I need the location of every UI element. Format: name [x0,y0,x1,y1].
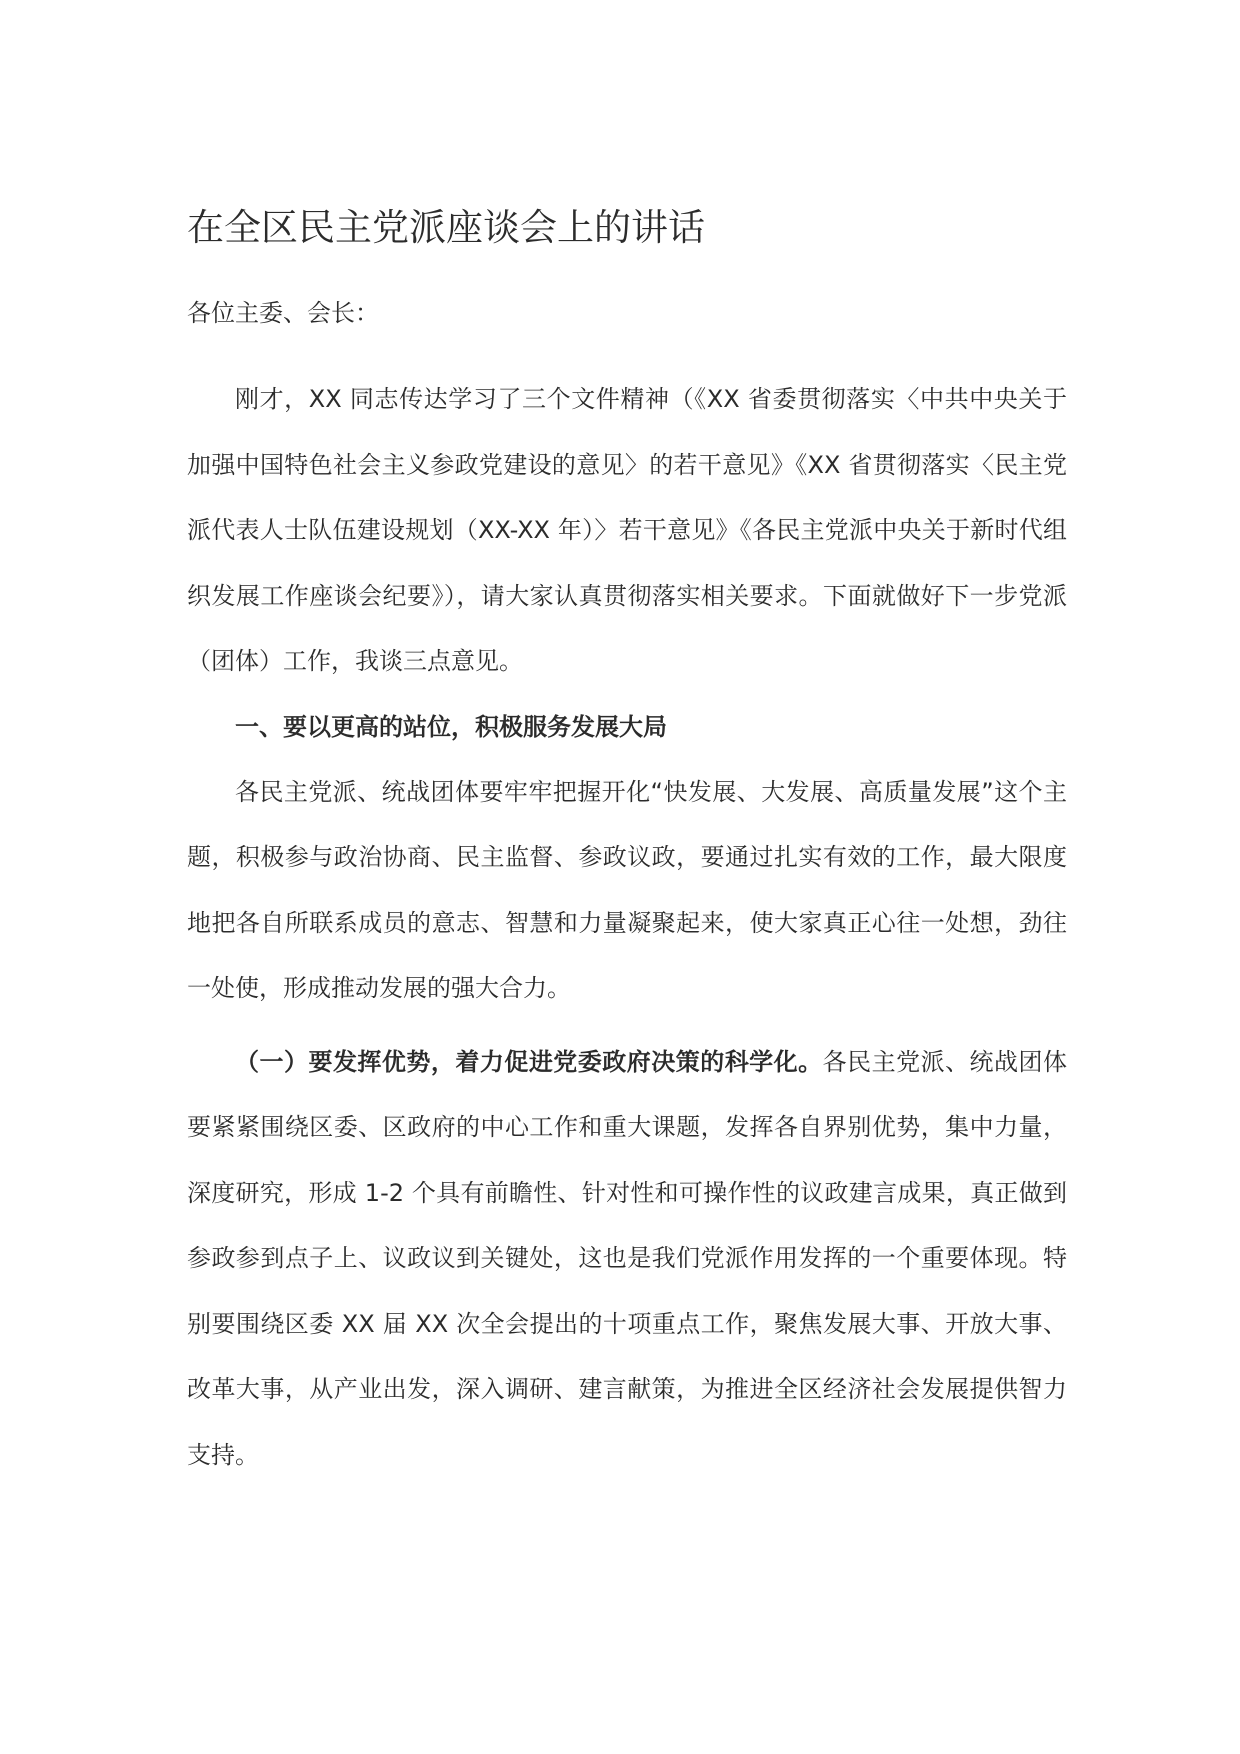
section-1-paragraph: 各民主党派、统战团体要牢牢把握开化“快发展、大发展、高质量发展”这个主题，积极参与政治协商、民主监督、参政议政，要通过扎实有效的工作，最大限度地把各自所联系成员的意志、智慧和力量凝聚起来，使大家真正心往一处想，劲往一处使，形成推动发展的强大合力。 [187,777,1067,1002]
document-title: 在全区民主党派座谈会上的讲话 [187,206,705,249]
subsection-1-text: 各民主党派、统战团体要紧紧围绕区委、区政府的中心工作和重大课题，发挥各自界别优势，集中力量，深度研究，形成 1-2 个具有前瞻性、针对性和可操作性的议政建言成果，真正做到参政参到点子上、议政议到关键处，这也是我们党派作用发挥的一个重要体现。特别要围绕区委 XX 届 XX 次全会提出的十项重点工作，聚焦发展大事、开放大事、改革大事，从产业出发，深入调研、建言献策，为推进全区经济社会发展提供智力支持。 [187,1047,1068,1469]
section-heading-1: 一、要以更高的站位，积极服务发展大局 [235,712,667,741]
subsection-heading-1: （一）要发挥优势，着力促进党委政府决策的科学化。 [235,1047,823,1076]
document-content [187,200,1067,1488]
intro-paragraph: 刚才，XX 同志传达学习了三个文件精神（《XX 省委贯彻落实〈中共中央关于加强中国特色社会主义参政党建设的意见〉的若干意见》《XX 省贯彻落实〈民主党派代表人士队伍建设规划（XX-XX 年）〉若干意见》《各民主党派中央关于新时代组织发展工作座谈会纪要》），请大家认真贯彻落实相关要求。下面就做好下一步党派（团体）工作，我谈三点意见。 [187,385,1067,675]
salutation: 各位主委、会长： [187,299,379,327]
subsection-1-paragraph [187,1030,1067,1489]
